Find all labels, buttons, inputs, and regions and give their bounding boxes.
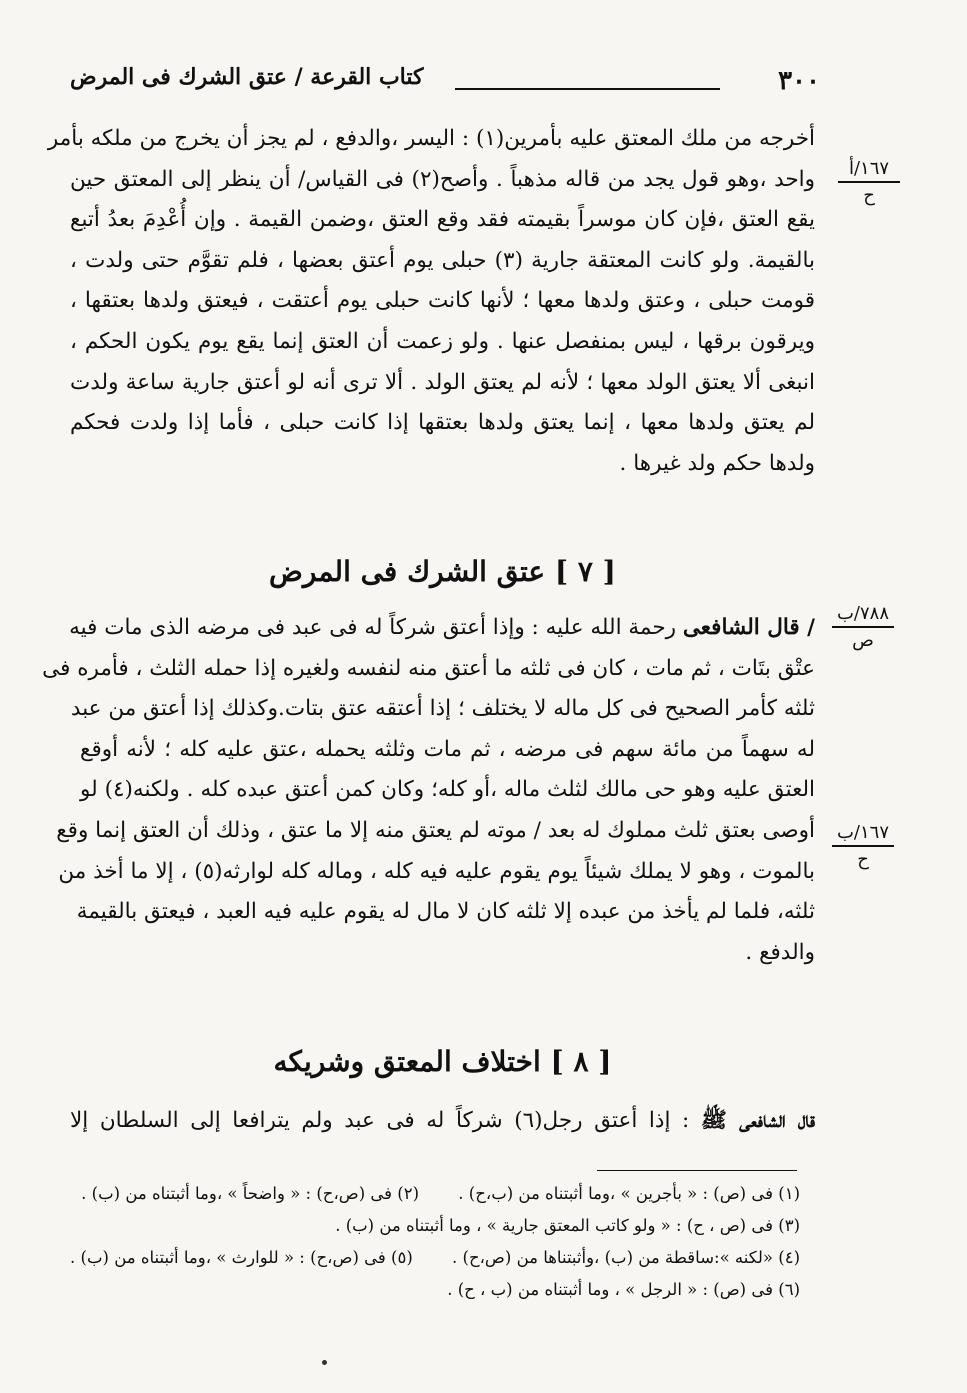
section-8-body [70,1101,815,1142]
text-line: بالقيمة. ولو كانت المعتقة جارية (٣) حبلى يوم أعتق بعضها ، فلم تقوَّم حتى ولدت ، [70,247,815,273]
text-line: أخرجه من ملك المعتق عليه بأمرين(١) : اليسر ،والدفع ، لم يجز أن يخرج من ملكه بأمر [47,126,815,151]
footnote-5: (٥) فى (ص،ح) : « للوارث » ،وما أثبتناه من (ب) . [70,1248,413,1267]
footnote-rule [597,1170,797,1171]
section-7-title: [ ٧ ] عتق الشرك فى المرض [269,555,616,588]
margin-ref-siglum: ح [857,849,869,870]
page-number: ٣٠٠ [778,66,820,96]
text-line: قال الشافعى ﷺ : إذا أعتق رجل(٦) شركاً له فى عبد ولم يترافعا إلى السلطان إلا [70,1108,815,1133]
text-line: عتْق بتَات ، ثم مات ، كان فى ثلثه ما أعتق منه لنفسه ولغيره إذا حمله الثلث ، فأمره فى [42,655,815,681]
text-line: يقع العتق ،فإن كان موسراً بقيمته فقد وقع العتق ،وضمن القيمة . وإن أُعْدِمَ بعدُ أتبع [70,207,815,233]
margin-ref-number: ٧٨٨/ب [832,603,894,628]
text-line: ويرقون برقها ، ليس بمنفصل عنها . ولو زعمت أن العتق إنما يقع يوم يكون الحكم ، [70,328,815,354]
text-line: / قال الشافعى رحمة الله عليه : وإذا أعتق شركاً له فى عبد فى مرضه الذى مات فيه [69,615,815,640]
speaker-lead: قال الشافعى ﷺ [700,1108,815,1133]
section-7-body [42,608,815,973]
section-8-title: [ ٨ ] اختلاف المعتق وشريكه [273,1045,612,1078]
margin-ref-number: ١٦٧/ب [832,822,894,847]
header-rule [455,88,720,90]
margin-ref-2 [832,603,894,651]
text-line: ثلثه كأمر الصحيح فى كل ماله لا يختلف ؛ إذا أعتقه عتق بتات.وكذلك إذا أعتق من عبد [70,696,815,722]
footnote-1: (١) فى (ص) : « بأجرين » ،وما أثبتناه من (ب،ح) . [458,1184,800,1203]
page-header [70,62,820,102]
footnote-line [60,1242,800,1274]
footnote-6: (٦) فى (ص) : « الرجل » ، وما أثبتناه من (ب ، ح) . [447,1280,800,1299]
text-line: لم يعتق ولدها معها ، إنما يعتق ولدها بعتقها إذا كانت حبلى ، فأما إذا ولدت فحكم [70,410,815,436]
margin-ref-siglum: ح [863,185,875,206]
margin-ref-siglum: ص [852,630,874,651]
text-line: بالموت ، وهو لا يملك شيئاً يوم يقوم عليه فيه كله ، وماله كله لوارثه(٥) ، إلا ما أخذ من [58,858,815,884]
margin-ref-3 [832,822,894,870]
footnote-line [60,1210,800,1242]
scan-speck [322,1360,327,1365]
footnotes [60,1178,800,1306]
footnote-2: (٢) فى (ص،ح) : « واضحاً » ،وما أثبتناه من (ب) . [81,1184,420,1203]
footnote-line [60,1274,800,1306]
footnote-4: (٤) «لكنه »:ساقطة من (ب) ،وأثبتناها من (ص،ح) . [452,1248,800,1267]
text-line: العتق عليه وهو حى مالك لثلث ماله ،أو كله؛ وكان كمن أعتق عبده كله . ولكنه(٤) لو [80,777,815,803]
text-line: له سهماً من مائة سهم فى مرضه ، ثم مات وثلثه يحمله ،عتق عليه كله ؛ لأنه أوقع [80,736,815,762]
margin-ref-number: ١٦٧/أ [838,158,900,183]
text-line: والدفع . [745,939,815,965]
text-line: انبغى ألا يعتق الولد معها ؛ لأنه لم يعتق الولد . ألا ترى أنه لو أعتق جارية ساعة ولدت [70,369,815,395]
text-line: أوصى بعتق ثلث مملوك له بعد / موته لم يعتق منه إلا ما عتق ، وذلك أن العتق إنما وقع [56,817,815,843]
running-title: كتاب القرعة / عتق الشرك فى المرض [70,64,424,90]
text-line: واحد ،وهو قول يجد من قاله مذهباً . وأصح(٢) فى القياس/ أن ينظر إلى المعتق حين [70,166,815,192]
speaker-lead: / قال الشافعى [682,615,815,640]
footnote-line [60,1178,800,1210]
text-line: قومت حبلى ، وعتق ولدها معها ؛ لأنها كانت حبلى يوم أعتقت ، فيعتق ولدها بعتقها ، [70,288,815,314]
footnote-3: (٣) فى (ص ، ح) : « ولو كاتب المعتق جارية » ، وما أثبتناه من (ب) . [335,1216,800,1235]
paragraph-1 [47,119,815,484]
text-line: ثلثه، فلما لم يأخذ من عبده إلا ثلثه كان لا مال له يقوم عليه فيه العبد ، فيعتق بالقيمة [76,899,815,925]
text-line: ولدها حكم ولد غيرها . [619,450,815,476]
margin-ref-1 [838,158,900,206]
